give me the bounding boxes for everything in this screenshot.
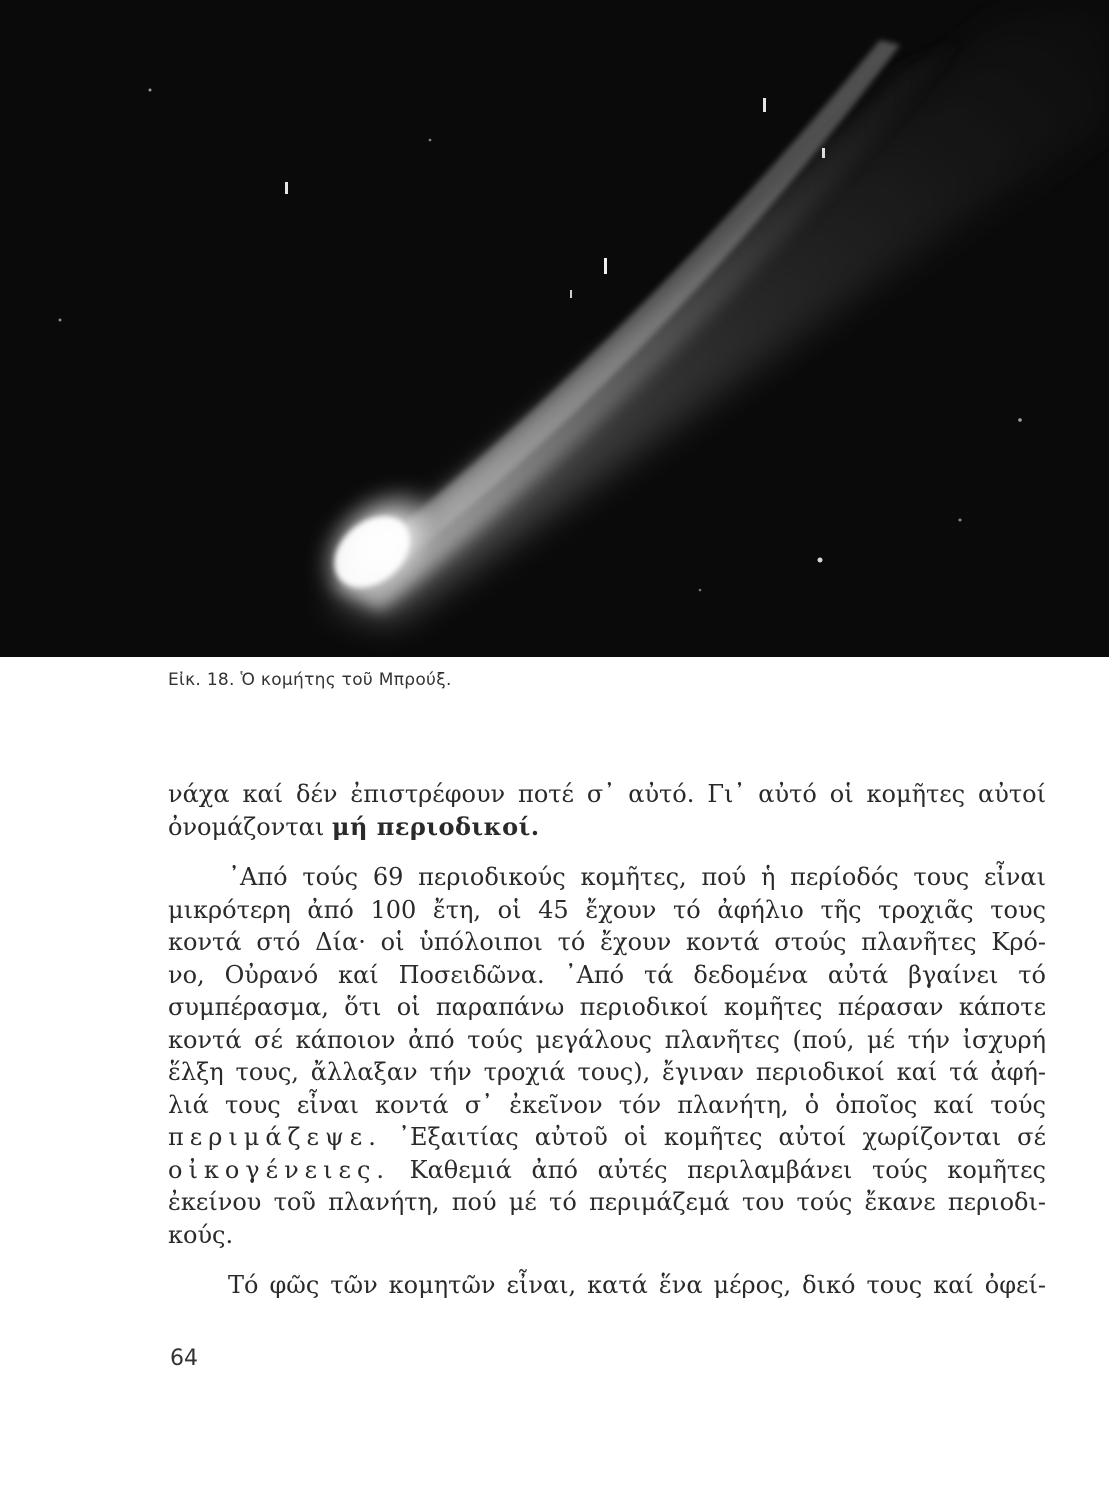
text-line: Τό φῶς τῶν κομητῶν εἶναι, κατά ἕνα μέρος, δικό τους καί ὀφεί- (228, 1271, 1046, 1299)
paragraph-1 (168, 778, 1046, 843)
text-line (168, 811, 1046, 844)
text-line: κούς. (168, 1220, 234, 1249)
star (818, 558, 823, 563)
text-line: μικρότερη ἀπό 100 ἔτη, οἱ 45 ἔχουν τό ἀφήλιο τῆς τροχιᾶς τους (168, 895, 1046, 924)
text-line: ἐκείνου τοῦ πλανήτη, πού μέ τό περιμάζεμά του τούς ἔκανε περιοδι- (168, 1188, 1046, 1216)
text-line: νάχα καί δέν ἐπιστρέφουν ποτέ σ᾽ αὐτό. Γι᾽ αὐτό οἱ κομῆτες αὐτοί (168, 780, 1046, 808)
star (59, 319, 62, 322)
paragraph-2 (168, 861, 1046, 1251)
star (822, 148, 825, 158)
star (763, 98, 766, 112)
figure-caption: Εἰκ. 18. Ὁ κομήτης τοῦ Μπρούξ. (168, 670, 452, 690)
text-line: ἕλξη τους, ἄλλαξαν τήν τροχιά τους), ἔγιναν περιοδικοί καί τά ἀφή- (168, 1058, 1046, 1086)
comet-image (0, 0, 1109, 657)
text-line: κοντά σέ κάποιον ἀπό τούς μεγάλους πλανῆτες (πού, μέ τήν ἰσχυρή (168, 1025, 1046, 1054)
star (285, 182, 288, 194)
comet-photograph (0, 0, 1109, 657)
text-line: ᾽Από τούς 69 περιοδικούς κομῆτες, πού ἡ περίοδός τους εἶναι (228, 863, 1046, 891)
star (699, 589, 702, 592)
star (1018, 418, 1022, 422)
text-line: λιά τους εἶναι κοντά σ᾽ ἐκεῖνον τόν πλανήτη, ὁ ὁποῖος καί τούς (168, 1090, 1046, 1119)
text-segment: ὀνομάζονται (168, 812, 332, 841)
star (959, 519, 962, 522)
bold-term: μή περιοδικοί. (331, 811, 540, 841)
star (149, 89, 152, 92)
text-line: συμπέρασμα, ὅτι οἱ παραπάνω περιοδικοί κομῆτες πέρασαν κάποτε (168, 993, 1046, 1021)
text-line (168, 1154, 1046, 1187)
text-line: κοντά στό Δία· οἱ ὑπόλοιποι τό ἔχουν κοντά στούς πλανῆτες Κρό- (168, 928, 1046, 956)
text-segment: ᾽Εξαιτίας αὐτοῦ οἱ κομῆτες αὐτοί χωρίζονται σέ (381, 1123, 1046, 1151)
star (604, 258, 607, 274)
paragraph-3 (168, 1269, 1046, 1302)
star (429, 139, 432, 142)
text-line (168, 1121, 1046, 1154)
page-number: 64 (170, 1346, 198, 1371)
text-segment: Καθεμιά ἀπό αὐτές περιλαμβάνει τούς κομῆτες (390, 1155, 1046, 1184)
spaced-term: οἰκογένειες. (168, 1155, 391, 1184)
text-line: νο, Οὐρανό καί Ποσειδῶνα. ᾽Από τά δεδομένα αὐτά βγαίνει τό (168, 960, 1046, 989)
body-text (168, 778, 1046, 1302)
star (570, 290, 572, 298)
spaced-term: περιμάζεψε. (168, 1123, 382, 1151)
